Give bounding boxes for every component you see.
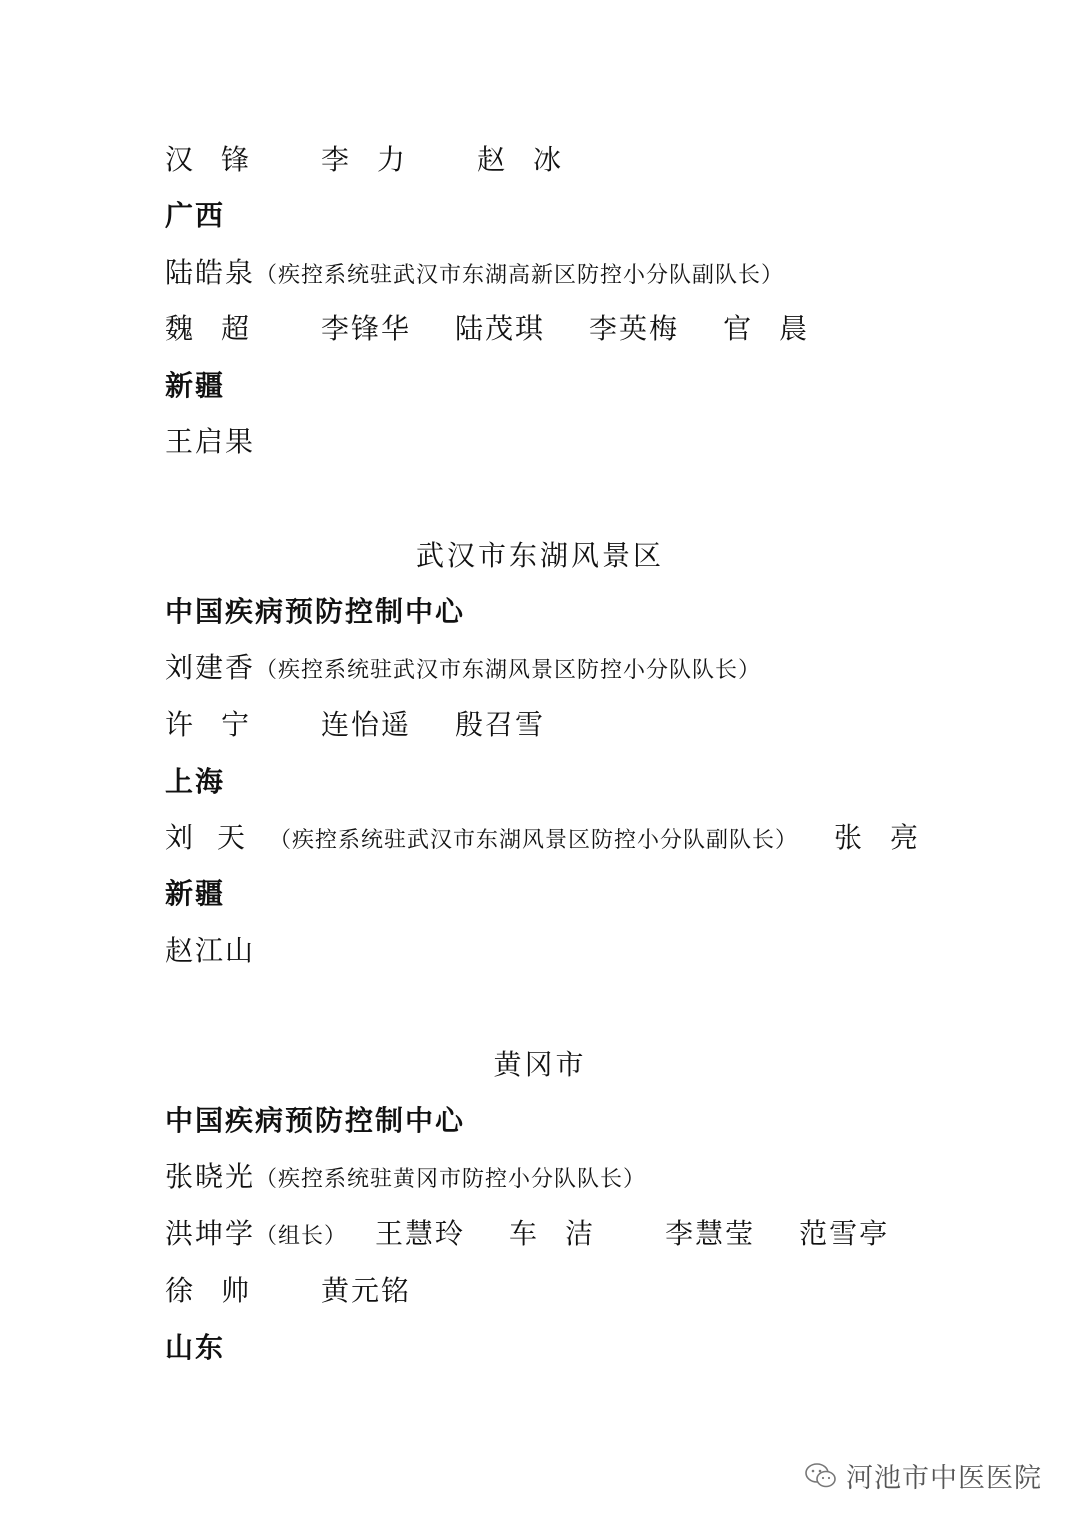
person-name: 徐帅 [165, 1274, 278, 1307]
person-name: 王慧玲 [375, 1217, 466, 1250]
person-name: 李慧莹 [665, 1217, 756, 1250]
region-heading: 山东 [165, 1331, 226, 1364]
leader-note: （疾控系统驻武汉市东湖风景区防控小分队副队长） [269, 828, 799, 853]
region-heading: 广西 [165, 199, 226, 232]
names-row [165, 140, 633, 180]
person-name: 陆茂琪 [455, 312, 546, 345]
leader-name: 张晓光 [165, 1160, 256, 1193]
leader-line [165, 1157, 646, 1197]
leader-line [165, 648, 761, 688]
leader-name: 刘建香 [165, 651, 256, 684]
region-heading: 新疆 [165, 877, 226, 910]
person-name: 李锋华 [321, 312, 412, 345]
watermark [804, 1456, 1042, 1495]
person-name: 李力 [321, 143, 434, 176]
watermark-text: 河池市中医医院 [846, 1463, 1042, 1494]
section-title: 武汉市东湖风景区 [415, 539, 664, 572]
person-name: 官晨 [723, 312, 836, 345]
leader-line [165, 253, 784, 293]
leader-name: 刘天 [165, 821, 270, 854]
names-row [165, 309, 879, 349]
person-name: 赵冰 [477, 143, 590, 176]
person-name: 李英梅 [589, 312, 680, 345]
region-heading: 新疆 [165, 369, 226, 402]
group-leader-note: （组长） [255, 1224, 348, 1249]
person-name: 赵江山 [165, 934, 256, 967]
names-row [165, 1214, 933, 1254]
leader-line [165, 818, 990, 858]
person-name: 连怡遥 [321, 708, 412, 741]
region-heading: 中国疾病预防控制中心 [165, 595, 466, 628]
person-name: 范雪亭 [799, 1217, 890, 1250]
person-name: 王启果 [165, 425, 256, 458]
leader-name: 陆皓泉 [165, 256, 256, 289]
person-name: 许宁 [165, 708, 278, 741]
person-name: 黄元铭 [321, 1274, 412, 1307]
person-name: 魏超 [165, 312, 278, 345]
wechat-icon [804, 1462, 838, 1490]
names-row [165, 1271, 455, 1311]
leader-note: （疾控系统驻黄冈市防控小分队队长） [255, 1167, 647, 1192]
leader-note: （疾控系统驻武汉市东湖高新区防控小分队副队长） [255, 263, 785, 288]
region-heading: 中国疾病预防控制中心 [165, 1104, 466, 1137]
leader-note: （疾控系统驻武汉市东湖风景区防控小分队队长） [255, 658, 762, 683]
person-name: 殷召雪 [455, 708, 546, 741]
person-name: 张亮 [834, 821, 947, 854]
names-row [165, 705, 589, 745]
region-heading: 上海 [165, 765, 226, 798]
section-title: 黄冈市 [493, 1048, 587, 1081]
person-name: 汉锋 [165, 143, 278, 176]
person-name: 车洁 [509, 1217, 622, 1250]
person-name: 洪坤学 [165, 1217, 256, 1250]
